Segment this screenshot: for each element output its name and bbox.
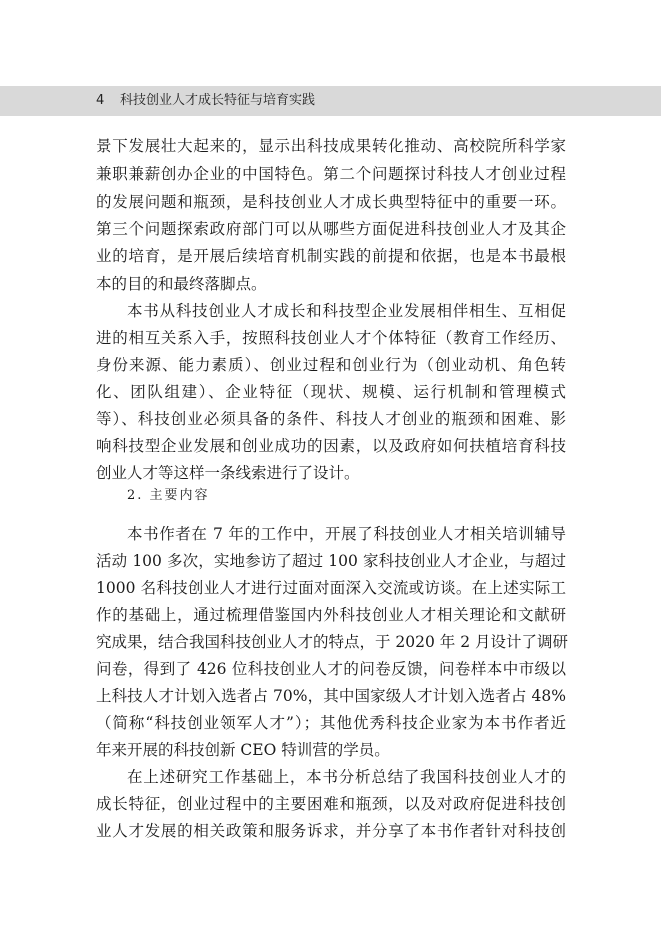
body-text-line: 业人才发展的相关政策和服务诉求，并分享了本书作者针对科技创 xyxy=(96,822,566,840)
page-number: 4 xyxy=(96,93,105,108)
body-text-line: 问卷，得到了 426 位科技创业人才的问卷反馈，问卷样本中市级以 xyxy=(96,660,566,678)
section-heading: 2. 主要内容 xyxy=(127,488,210,503)
body-text-line: 在上述研究工作基础上，本书分析总结了我国科技创业人才的 xyxy=(127,768,566,786)
body-text-line: 年来开展的科技创新 CEO 特训营的学员。 xyxy=(96,741,390,759)
body-text-line: 化、团队组建）、企业特征（现状、规模、运行机制和管理模式 xyxy=(96,383,566,401)
body-text-line: 上科技人才计划入选者占 70%，其中国家级人才计划入选者占 48% xyxy=(96,687,566,705)
body-text-line: 1000 名科技创业人才进行过面对面深入交流或访谈。在上述实际工 xyxy=(96,579,566,597)
body-text-line: 本书作者在 7 年的工作中，开展了科技创业人才相关培训辅导 xyxy=(127,525,566,543)
running-header-title: 科技创业人才成长特征与培育实践 xyxy=(120,93,316,108)
body-text-line: 本的目的和最终落脚点。 xyxy=(96,275,267,293)
body-text-line: 等）、科技创业必须具备的条件、科技人才创业的瓶颈和困难、影 xyxy=(96,410,566,428)
body-text-line: 的发展问题和瓶颈，是科技创业人才成长典型特征中的重要一环。 xyxy=(96,193,566,211)
body-text-line: 进的相互关系入手，按照科技创业人才个体特征（教育工作经历、 xyxy=(96,329,566,347)
body-text-line: 本书从科技创业人才成长和科技型企业发展相伴相生、互相促 xyxy=(127,302,566,320)
body-text-line: 景下发展壮大起来的，显示出科技成果转化推动、高校院所科学家 xyxy=(96,137,566,155)
body-text-line: 究成果，结合我国科技创业人才的特点，于 2020 年 2 月设计了调研 xyxy=(96,633,569,651)
body-text-line: 业的培育，是开展后续培育机制实践的前提和依据，也是本书最根 xyxy=(96,247,566,265)
body-text-line: 响科技型企业发展和创业成功的因素，以及政府如何扶植培育科技 xyxy=(96,437,566,455)
body-text-line: 创业人才等这样一条线索进行了设计。 xyxy=(96,464,360,482)
body-text-line: 成长特征，创业过程中的主要困难和瓶颈，以及对政府促进科技创 xyxy=(96,795,566,813)
body-text-line: 作的基础上，通过梳理借鉴国内外科技创业人才相关理论和文献研 xyxy=(96,606,566,624)
body-text-line: （简称“科技创业领军人才”）；其他优秀科技企业家为本书作者近 xyxy=(96,714,566,732)
body-text-line: 活动 100 多次，实地参访了超过 100 家科技创业人才企业，与超过 xyxy=(96,552,566,570)
body-text-line: 身份来源、能力素质）、创业过程和创业行为（创业动机、角色转 xyxy=(96,356,566,374)
body-text-line: 第三个问题探索政府部门可以从哪些方面促进科技创业人才及其企 xyxy=(96,220,566,238)
body-text-line: 兼职兼薪创办企业的中国特色。第二个问题探讨科技人才创业过程 xyxy=(96,165,566,183)
